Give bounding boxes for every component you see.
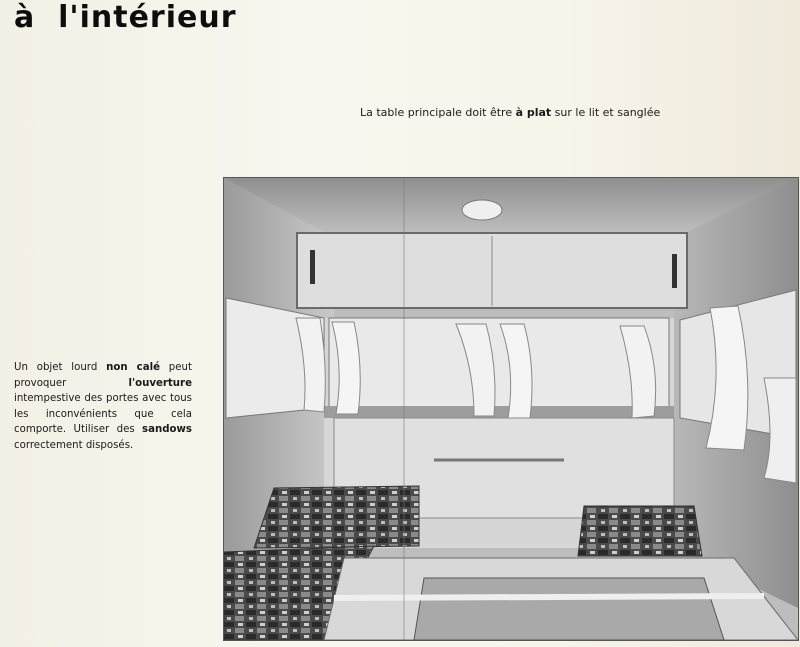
cabinet-handle-right [672,254,677,288]
left-cushion [254,486,419,548]
caravan-interior-photo [223,177,799,641]
note-text-2: peut provoquer [14,362,192,389]
caption-text-1: La table principale doit être [360,106,516,119]
ceiling-light [462,200,502,220]
note-bold-3: sandows [142,424,192,435]
page-title: à l'intérieur [14,0,237,35]
right-cushion [578,506,702,556]
note-text-4: correctement disposés. [14,439,134,451]
back-window [329,318,669,408]
note-bold-1: non calé [106,362,160,373]
cabinet-handle-left [310,250,315,284]
caption-emphasis: à plat [515,106,552,119]
photo-caption [360,106,700,119]
strap [334,596,764,598]
table-top [414,578,724,640]
note-text-1: Un objet lourd [14,362,107,373]
window-sill [324,406,674,418]
note-bold-2: l'ouverture [128,377,192,389]
caption-text-2: sur le lit et sanglée [551,106,661,119]
side-note [14,360,192,453]
note-text-3: intempestive des portes avec tous les inconvénients que cela comporte. Utiliser des [14,393,192,435]
